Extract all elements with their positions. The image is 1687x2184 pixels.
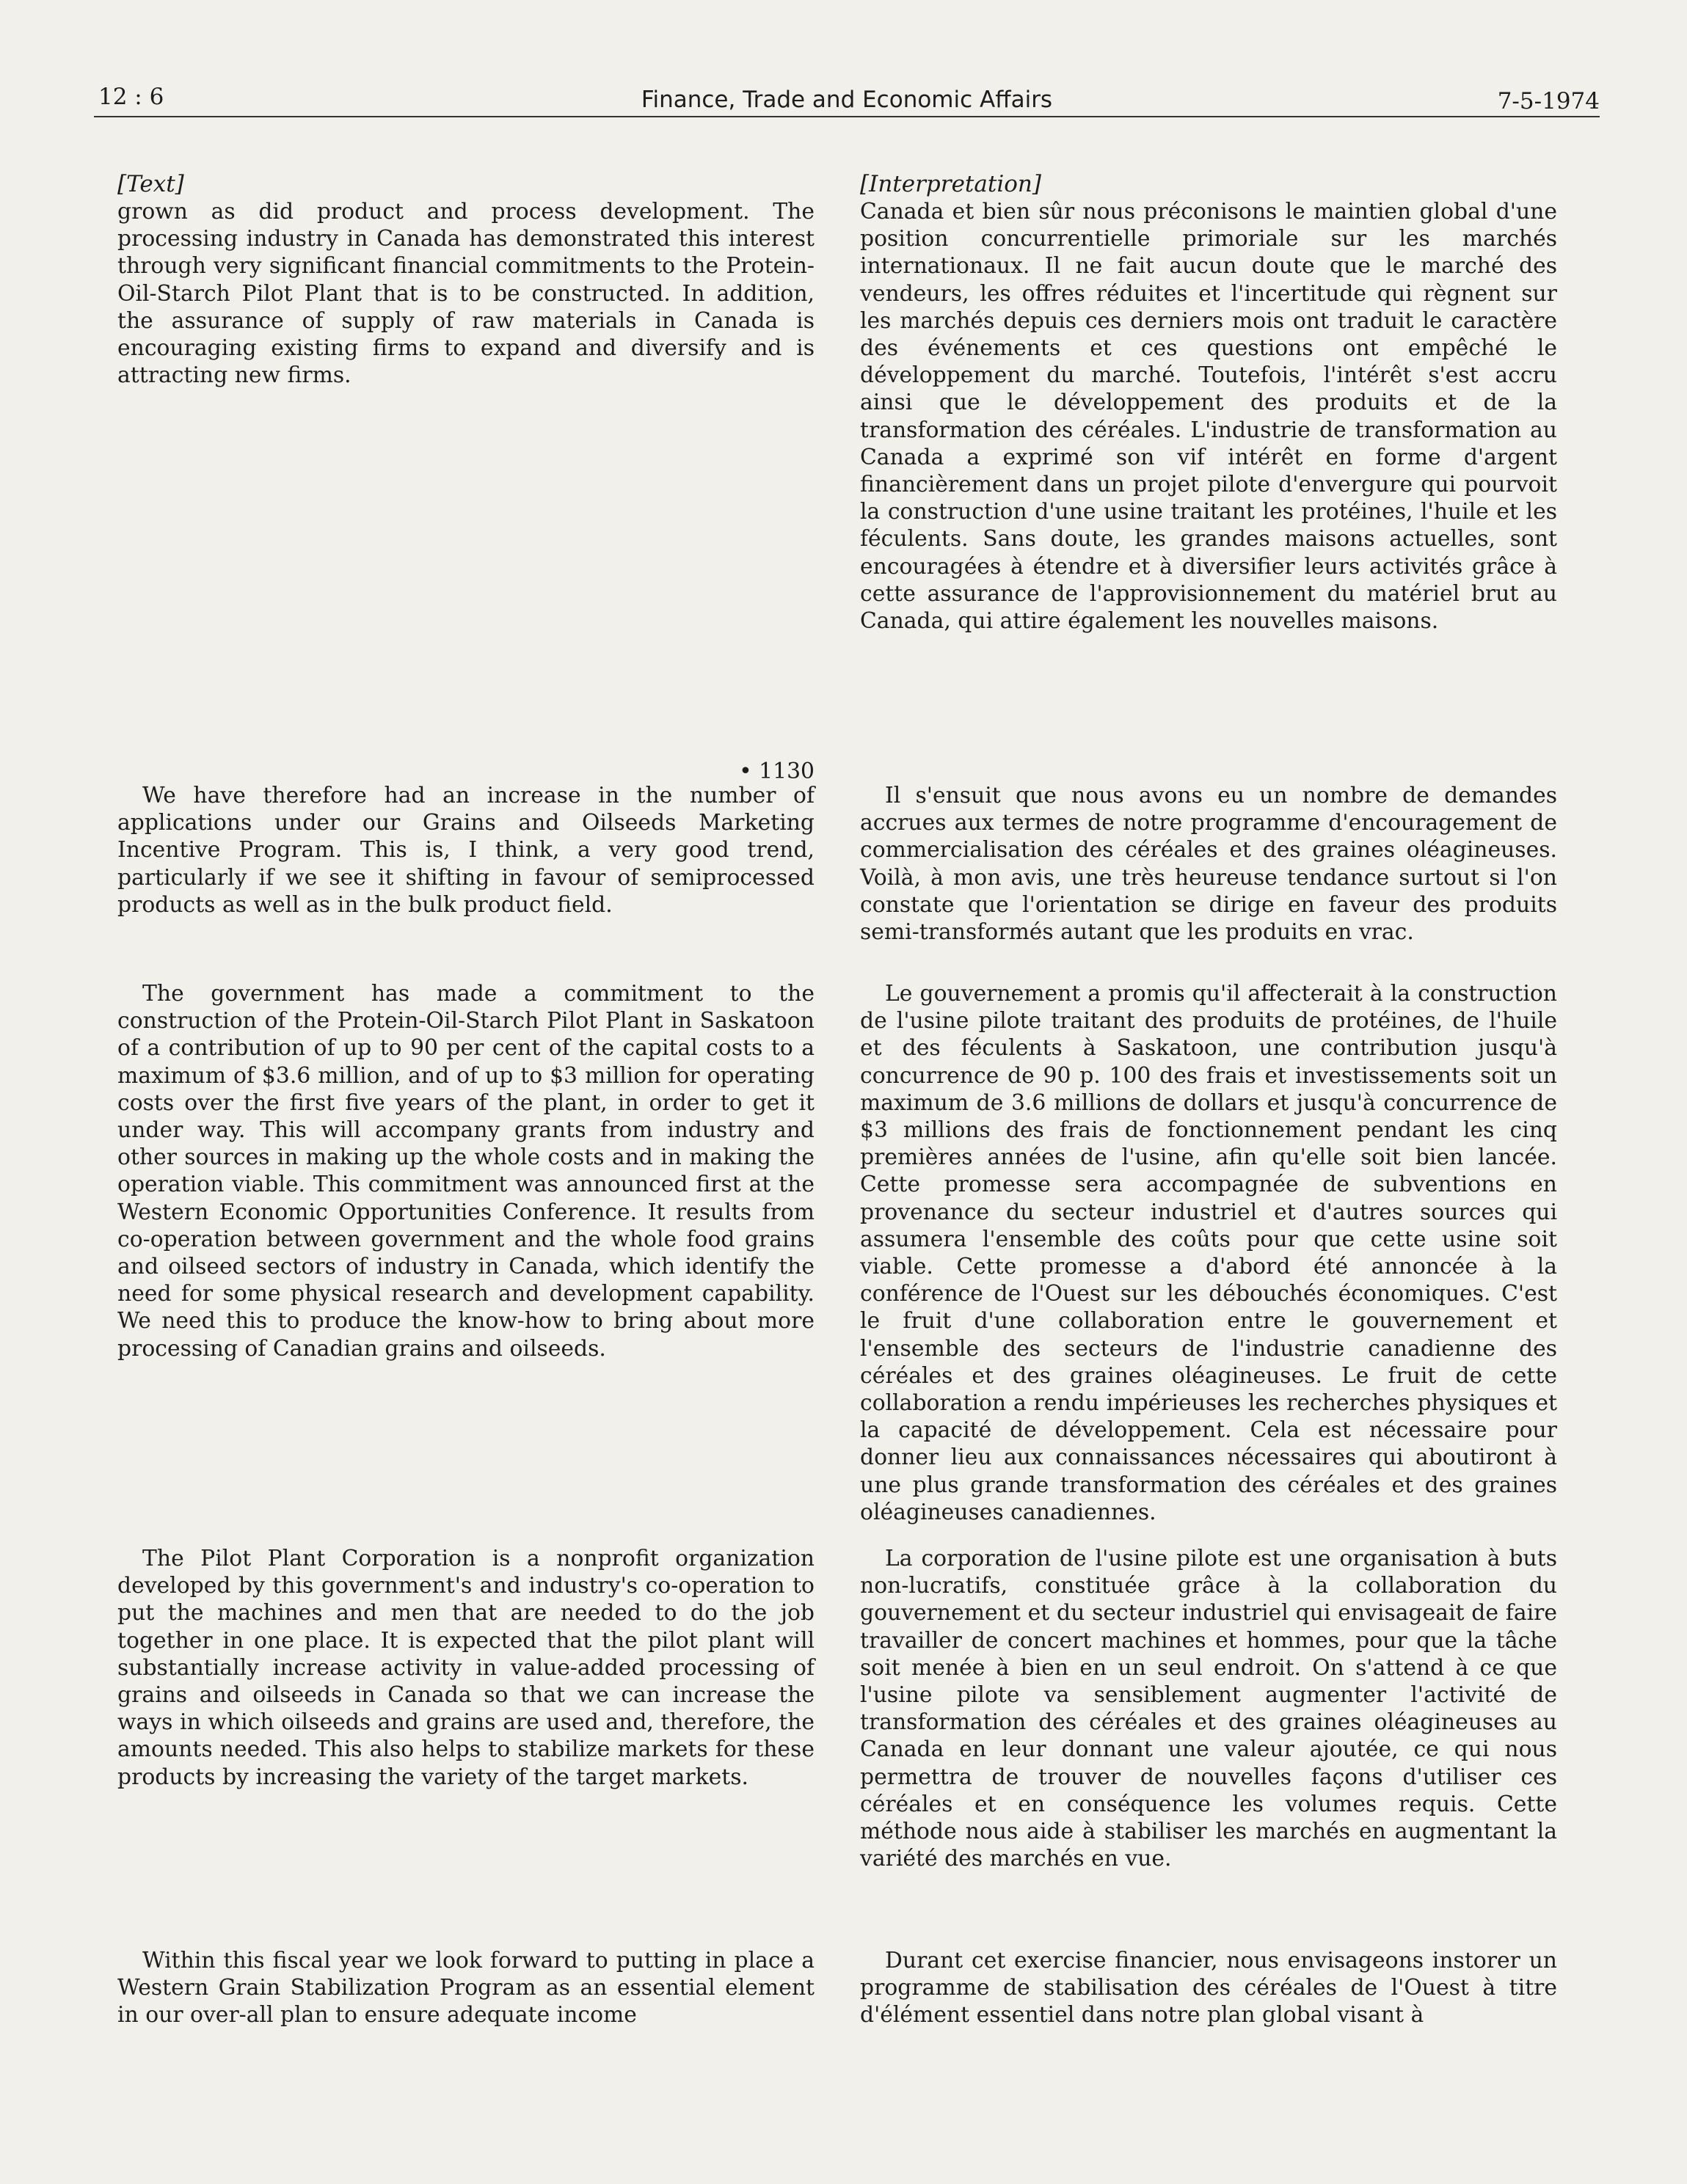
column-label-interpretation: [Interpretation] <box>860 171 1041 197</box>
page-title: Finance, Trade and Economic Affairs <box>641 87 1053 113</box>
english-column <box>117 170 815 2028</box>
page-number: 12 : 6 <box>98 84 164 110</box>
en-paragraph-2: We have therefore had an increase in the number of applications under our Grains and Oilseeds Marketing Incentive Program. This is, I think, a very good trend, particularly if we see it shifting in favour of semiprocessed products as well as in the bulk product field. <box>117 783 815 918</box>
fr-paragraph-3: Le gouvernement a promis qu'il affecterait à la construction de l'usine pilote traitant des produits de protéines, de l'huile et des féculents à Saskatoon, une contribution jusqu'à concurrence de 90 p. 100 des frais et investissements soit un maximum de 3.6 millions de dollars et jusqu'à concurrence de $3 millions des frais de fonctionnement pendant les cinq premières années de l'usine, afin qu'elle soit bien lancée. Cette promesse sera accompagnée de subventions en provenance du secteur industriel et d'autres sources qui assumera l'ensemble des coûts pour que cette usine soit viable. Cette promesse a d'abord été annoncée à la conférence de l'Ouest sur les débouchés économiques. C'est le fruit d'une collaboration entre le gouvernement et l'ensemble des secteurs de l'industrie canadienne des céréales et des graines oléagineuses. Le fruit de cette collaboration a rendu impérieuses les recherches physiques et la capacité de développement. Cela est nécessaire pour donner lieu aux connaissances nécessaires qui aboutiront à une plus grande transformation des céréales et des graines oléagineuses canadiennes. <box>860 981 1557 1525</box>
fr-paragraph-1: Canada et bien sûr nous préconisons le maintien global d'une position concurrentielle primoriale sur les marchés internationaux. Il ne fait aucun doute que le marché des vendeurs, les offres réduites et l'incertitude qui règnent sur les marchés depuis ces derniers mois ont traduit le caractère des événements et ces questions ont empêché le développement du marché. Toutefois, l'intérêt s'est accru ainsi que le développement des produits et de la transformation des céréales. L'industrie de transformation au Canada a exprimé son vif intérêt en forme d'argent financièrement dans un projet pilote d'envergure qui pourvoit la construction d'une usine traitant les protéines, l'huile et les féculents. Sans doute, les grandes maisons actuelles, sont encouragées à étendre et à diversifier leurs activités grâce à cette assurance de l'approvisionnement du matériel brut au Canada, qui attire également les nouvelles maisons. <box>860 199 1557 635</box>
page-header <box>94 81 1600 117</box>
time-marker: • 1130 <box>739 759 815 784</box>
en-paragraph-4: The Pilot Plant Corporation is a nonprofit organization developed by this government's and industry's co-operation to put the machines and men that are needed to do the job together in one place. It is expected that the pilot plant will substantially increase activity in value-added processing of grains and oilseeds in Canada so that we can increase the ways in which oilseeds and grains are used and, therefore, the amounts needed. This also helps to stabilize markets for these products by increasing the variety of the target markets. <box>117 1546 815 1790</box>
fr-paragraph-5: Durant cet exercise financier, nous envisageons instorer un programme de stabilisation des céréales de l'Ouest à titre d'élément essentiel dans notre plan global visant à <box>860 1948 1557 2028</box>
fr-paragraph-4: La corporation de l'usine pilote est une organisation à buts non-lucratifs, constituée grâce à la collaboration du gouvernement et du secteur industriel qui envisageait de faire travailler de concert machines et hommes, pour que la tâche soit menée à bien en un seul endroit. On s'attend à ce que l'usine pilote va sensiblement augmenter l'activité de transformation des céréales et des graines oléagineuses au Canada en leur donnant une valeur ajoutée, ce qui nous permettra de trouver de nouvelles façons d'utiliser ces céréales et en conséquence les volumes requis. Cette méthode nous aide à stabiliser les marchés en augmentant la variété des marchés en vue. <box>860 1546 1557 1872</box>
en-paragraph-1: grown as did product and process development. The processing industry in Canada has demonstrated this interest through very significant financial commitments to the Protein-Oil-Starch Pilot Plant that is to be constructed. In addition, the assurance of supply of raw materials in Canada is encouraging existing firms to expand and diversify and is attracting new firms. <box>117 199 815 389</box>
fr-paragraph-2: Il s'ensuit que nous avons eu un nombre de demandes accrues aux termes de notre programme d'encouragement de commercialisation des céréales et des graines oléagineuses. Voilà, à mon avis, une très heureuse tendance surtout si l'on constate que l'orientation se dirige en faveur des produits semi-transformés autant que les produits en vrac. <box>860 783 1557 946</box>
column-label-text: [Text] <box>117 171 184 197</box>
en-paragraph-3: The government has made a commitment to the construction of the Protein-Oil-Starch Pilot Plant in Saskatoon of a contribution of up to 90 per cent of the capital costs to a maximum of $3.6 million, and of up to $3 million for operating costs over the first five years of the plant, in order to get it under way. This will accompany grants from industry and other sources in making up the whole costs and in making the operation viable. This commitment was announced first at the Western Economic Opportunities Conference. It results from co-operation between government and the whole food grains and oilseed sectors of industry in Canada, which identify the need for some physical research and development capability. We need this to produce the know-how to bring about more processing of Canadian grains and oilseeds. <box>117 981 815 1362</box>
en-paragraph-5: Within this fiscal year we look forward to putting in place a Western Grain Stabilization Program as an essential element in our over-all plan to ensure adequate income <box>117 1948 815 2028</box>
french-column <box>860 170 1557 2028</box>
page-date: 7-5-1974 <box>1497 88 1600 114</box>
